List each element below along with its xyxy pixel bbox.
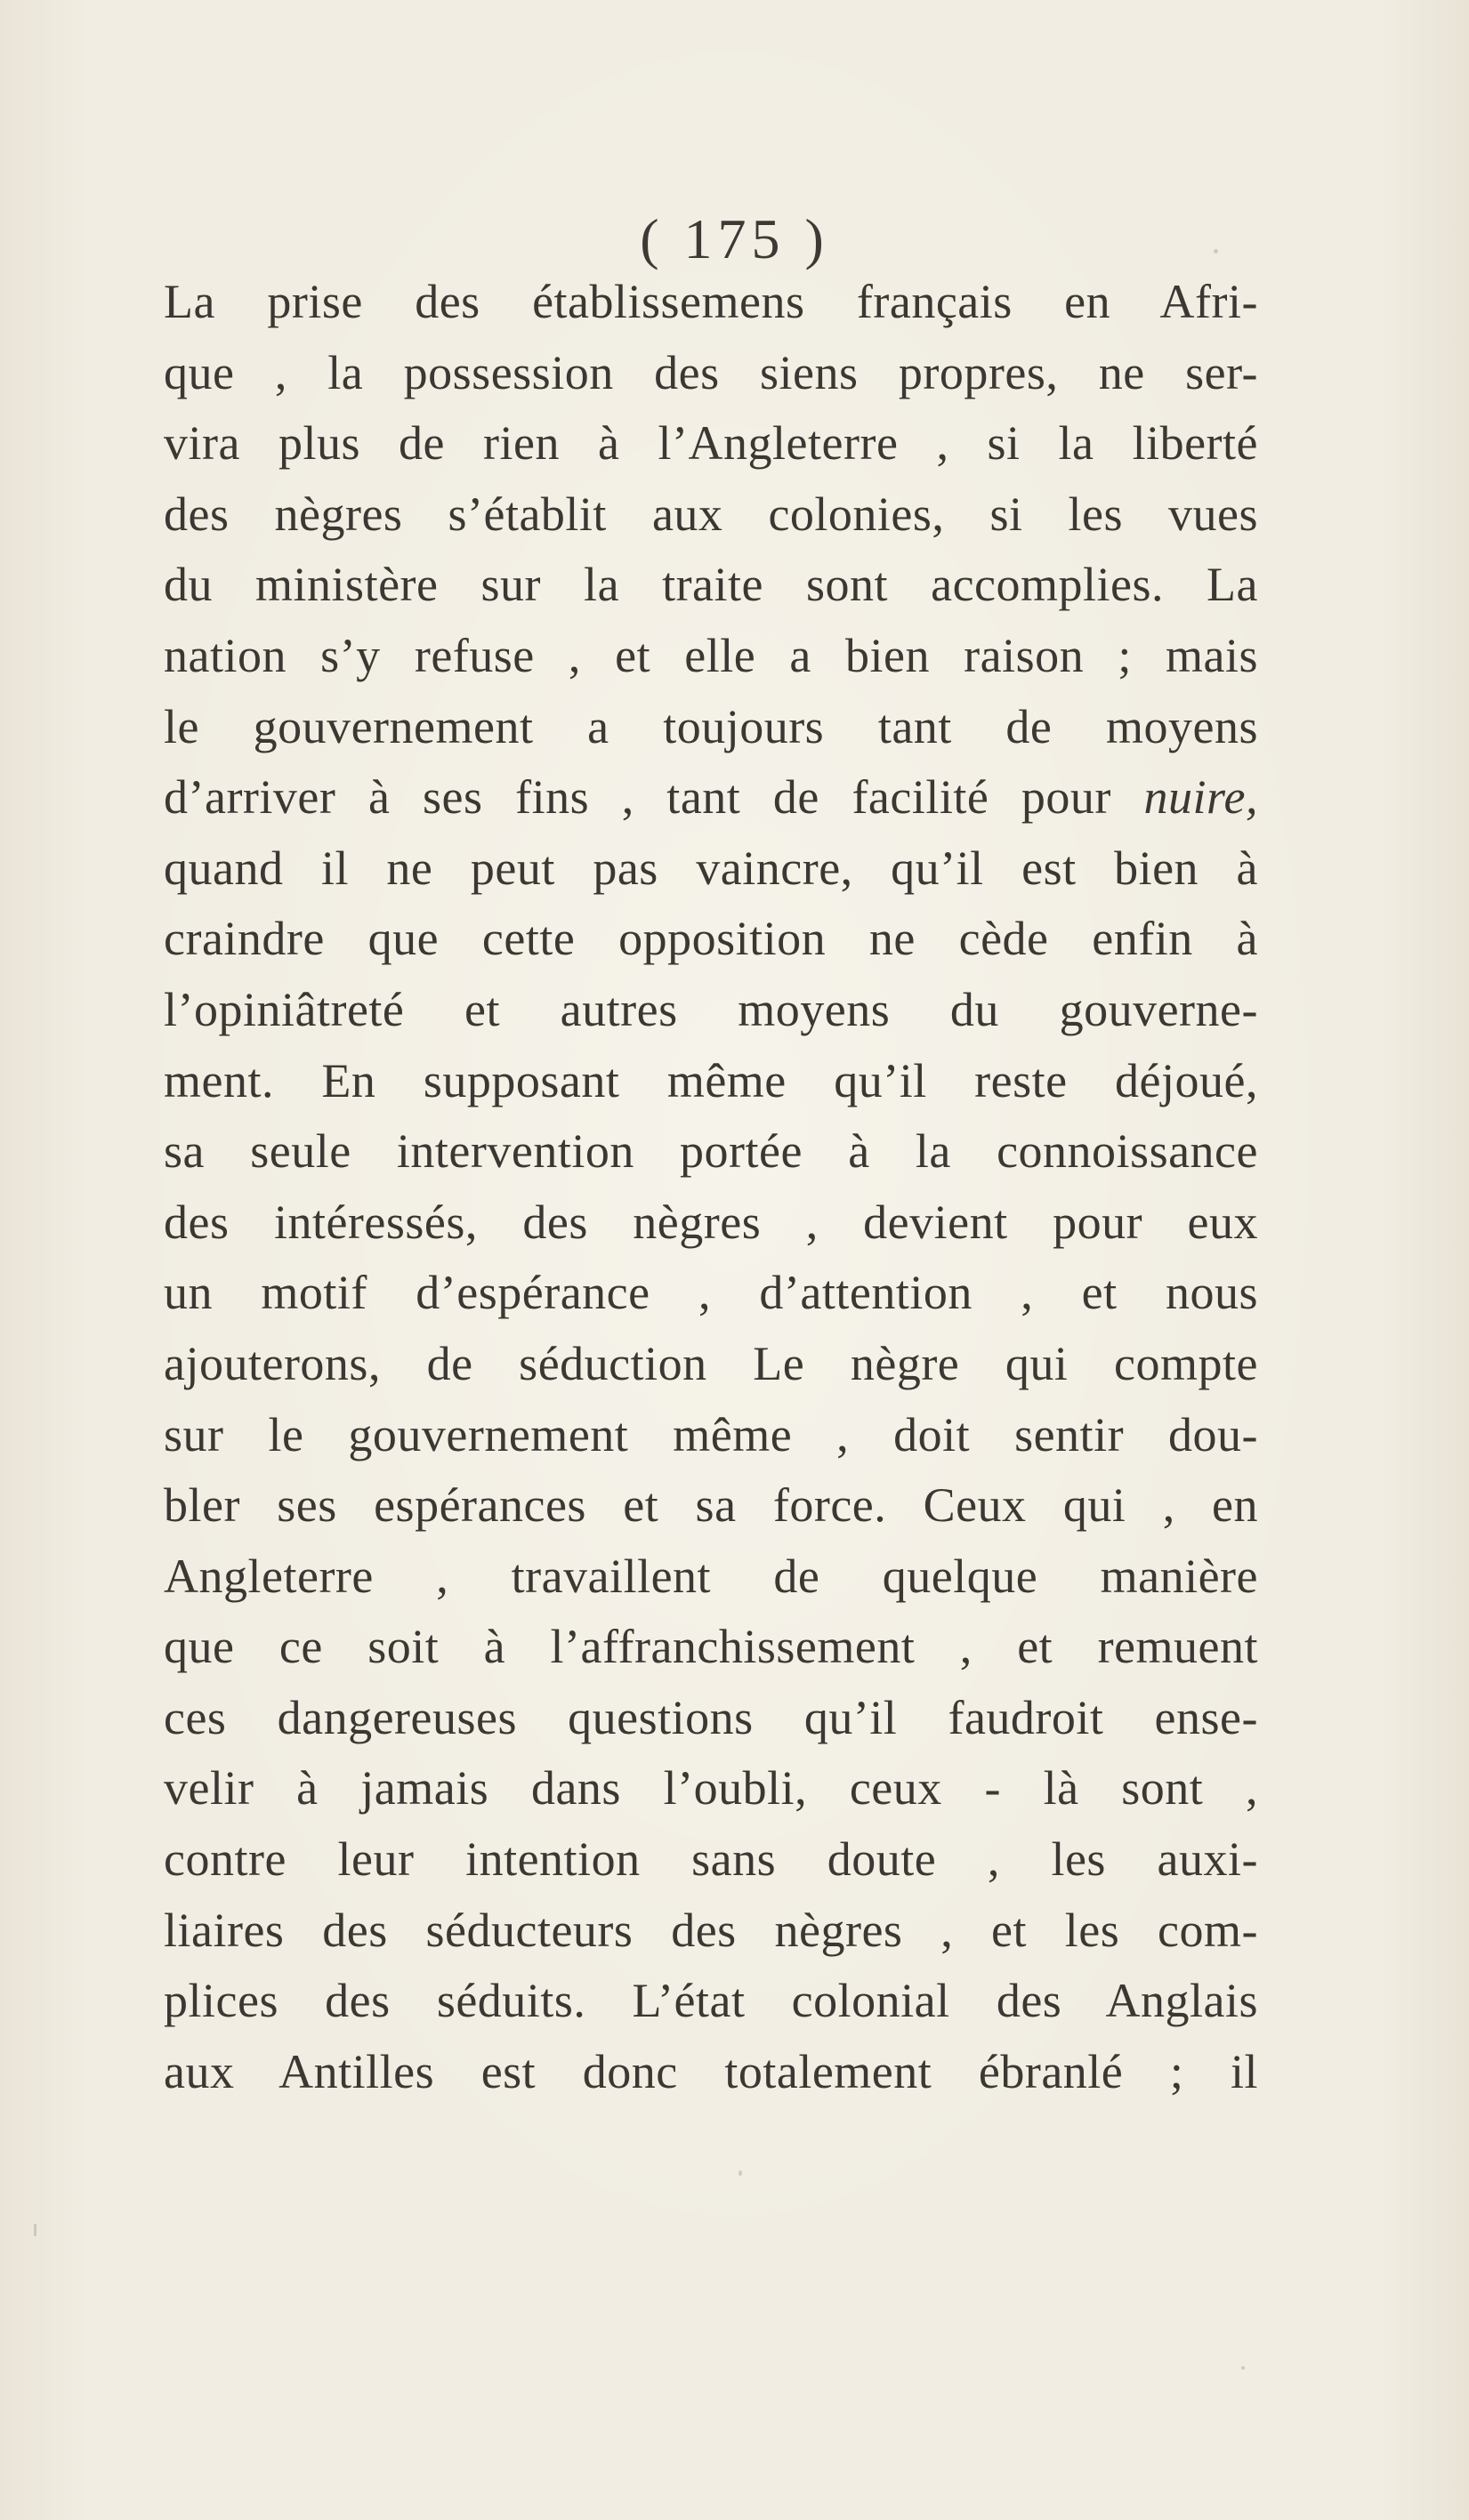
- text-line: velir à jamais dans l’oubli, ceux - là sont ,: [164, 1761, 1258, 1816]
- text-line: le gouvernement a toujours tant de moyens: [164, 699, 1258, 753]
- italic-word: nuire,: [1143, 770, 1259, 825]
- text-line: sur le gouvernement même , doit sentir dou-: [164, 1407, 1258, 1461]
- text-line: contre leur intention sans doute , les auxi-: [164, 1832, 1258, 1887]
- body-text: [164, 267, 1258, 2107]
- text-line: du ministère sur la traite sont accomplies. La: [164, 558, 1258, 612]
- text-line: vira plus de rien à l’Angleterre , si la liberté: [164, 416, 1258, 471]
- text-line: un motif d’espérance , d’attention , et nous: [164, 1266, 1258, 1320]
- text-line: des intéressés, des nègres , devient pour eux: [164, 1195, 1258, 1249]
- text-line: craindre que cette opposition ne cède enfin à: [164, 912, 1258, 966]
- text-line: des nègres s’établit aux colonies, si les vues: [164, 487, 1258, 541]
- text-line: quand il ne peut pas vaincre, qu’il est bien à: [164, 841, 1258, 895]
- text-line-with-italic: [164, 762, 1258, 833]
- page-number: ( 175 ): [640, 207, 829, 270]
- text-line: ajouterons, de séduction Le nègre qui compte: [164, 1336, 1258, 1390]
- text-line: l’opiniâtreté et autres moyens du gouverne-: [164, 982, 1258, 1036]
- text-line: La prise des établissemens français en Afri-: [164, 275, 1258, 328]
- text-line: bler ses espérances et sa force. Ceux qui , en: [164, 1478, 1258, 1533]
- text-line: ment. En supposant même qu’il reste déjoué,: [164, 1053, 1258, 1107]
- text-line: nation s’y refuse , et elle a bien raison ; mais: [164, 628, 1258, 682]
- text-line: liaires des séducteurs des nègres , et les com-: [164, 1903, 1258, 1957]
- text-line: ces dangereuses questions qu’il faudroit ense-: [164, 1690, 1258, 1744]
- paper-speck: [34, 2224, 36, 2236]
- text-line: que , la possession des siens propres, ne ser-: [164, 345, 1258, 399]
- paper-speck: [739, 2170, 742, 2176]
- text-line: plices des séduits. L’état colonial des Anglais: [164, 1974, 1258, 2028]
- text-line: sa seule intervention portée à la connoissance: [164, 1124, 1258, 1179]
- text-line: aux Antilles est donc totalement ébranlé ; il: [164, 2044, 1258, 2098]
- paper-speck: [1214, 249, 1218, 254]
- text-line: Angleterre , travaillent de quelque manière: [164, 1549, 1258, 1603]
- text-line-start: d’arriver à ses fins , tant de facilité pour: [164, 770, 1111, 825]
- text-line: que ce soit à l’affranchissement , et remuent: [164, 1620, 1258, 1674]
- paper-speck: [1241, 2366, 1245, 2370]
